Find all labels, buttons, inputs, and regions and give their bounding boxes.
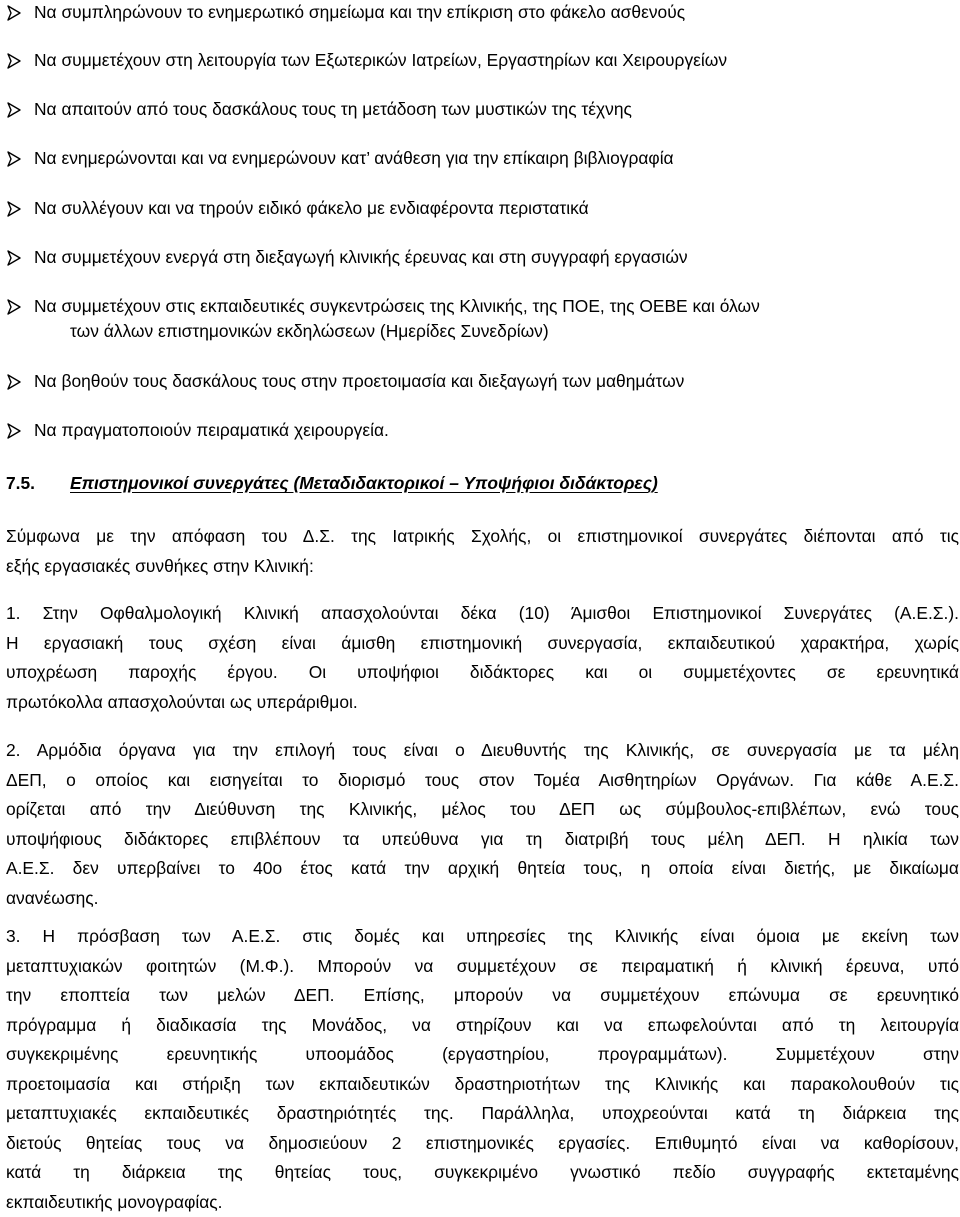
arrowhead-bullet-icon	[6, 250, 22, 266]
paragraph-line: πρόγραμμα ή διαδικασία της Μονάδος, να στηρίζουν και να επωφελούνται από τη λειτουργία	[6, 1011, 959, 1041]
paragraph-line: Σύμφωνα με την απόφαση του Δ.Σ. της Ιατρικής Σχολής, οι επιστημονικοί συνεργάτες διέπονται από τις	[6, 522, 959, 552]
list-item	[34, 196, 954, 221]
paragraph-line: διετούς θητείας τους να δημοσιεύουν 2 επιστημονικές εργασίες. Επιθυμητό είναι να καθορίσουν,	[6, 1129, 959, 1159]
list-item	[34, 0, 954, 25]
list-item	[34, 97, 954, 122]
paragraph-line: Α.Ε.Σ. δεν υπερβαίνει το 40ο έτος κατά την αρχική θητεία τους, η οποία είναι διετής, με δικαίωμα	[6, 854, 959, 884]
paragraph-line: υποψήφιους διδάκτορες επιβλέπουν τα υπεύθυνα για τη διατριβή τους μέλη ΔΕΠ. Η ηλικία των	[6, 825, 959, 855]
arrowhead-bullet-icon	[6, 53, 22, 69]
bullet-text: Να ενημερώνονται και να ενημερώνουν κατ’ ανάθεση για την επίκαιρη βιβλιογραφία	[34, 146, 954, 171]
arrowhead-bullet-icon	[6, 102, 22, 118]
section-heading	[6, 471, 658, 496]
list-item	[34, 369, 954, 394]
list-item	[34, 245, 954, 270]
arrowhead-bullet-icon	[6, 151, 22, 167]
paragraph-line: εξής εργασιακές συνθήκες στην Κλινική:	[6, 552, 959, 582]
paragraph-line: Η εργασιακή τους σχέση είναι άμισθη επιστημονική συνεργασία, εκπαιδευτικού χαρακτήρα, χωρίς	[6, 629, 959, 659]
list-item	[34, 418, 954, 443]
list-item	[34, 146, 954, 171]
paragraph-line: συγκεκριμένης ερευνητικής υποομάδος (εργαστηρίου, προγραμμάτων). Συμμετέχουν στην	[6, 1040, 959, 1070]
paragraph-line: υποχρέωση παροχής έργου. Οι υποψήφιοι διδάκτορες και οι συμμετέχοντες σε ερευνητικά	[6, 658, 959, 688]
list-item	[34, 294, 954, 319]
paragraph-line: την εποπτεία των μελών ΔΕΠ. Επίσης, μπορούν να συμμετέχουν επώνυμα σε ερευνητικό	[6, 981, 959, 1011]
arrowhead-bullet-icon	[6, 374, 22, 390]
list-item	[34, 48, 954, 73]
paragraph-line: κατά τη διάρκεια της θητείας τους, συγκεκριμένο γνωστικό πεδίο συγγραφής εκτεταμένης	[6, 1158, 959, 1188]
arrowhead-bullet-icon	[6, 299, 22, 315]
bullet-text: Να συμπληρώνουν το ενημερωτικό σημείωμα και την επίκριση στο φάκελο ασθενούς	[34, 0, 954, 25]
paragraph-line: μεταπτυχιακών φοιτητών (Μ.Φ.). Μπορούν να συμμετέχουν σε πειραματική ή κλινική έρευνα, υπό	[6, 952, 959, 982]
bullet-text: Να συμμετέχουν ενεργά στη διεξαγωγή κλινικής έρευνας και στη συγγραφή εργασιών	[34, 245, 954, 270]
arrowhead-bullet-icon	[6, 5, 22, 21]
paragraph-line: εκπαιδευτικής μονογραφίας.	[6, 1188, 959, 1217]
arrowhead-bullet-icon	[6, 423, 22, 439]
bullet-text: των άλλων επιστημονικών εκδηλώσεων (Ημερίδες Συνεδρίων)	[70, 319, 960, 344]
paragraph-line: ορίζεται από την Διεύθυνση της Κλινικής, μέλος του ΔΕΠ ως σύμβουλος-επιβλέπων, ενώ τους	[6, 795, 959, 825]
bullet-text: Να πραγματοποιούν πειραματικά χειρουργεία.	[34, 418, 954, 443]
numbered-item-3	[6, 922, 959, 1217]
intro-paragraph	[6, 522, 959, 581]
paragraph-line: ΔΕΠ, ο οποίος και εισηγείται το διορισμό τους στον Τομέα Αισθητηρίων Οργάνων. Για κάθε Α.Ε.Σ.	[6, 766, 959, 796]
paragraph-line: μεταπτυχιακές εκπαιδευτικές δραστηριότητές της. Παράλληλα, υποχρεούνται κατά τη διάρκεια της	[6, 1099, 959, 1129]
paragraph-line: 2. Αρμόδια όργανα για την επιλογή τους είναι ο Διευθυντής της Κλινικής, σε συνεργασία με τα μέλη	[6, 736, 959, 766]
bullet-text: Να βοηθούν τους δασκάλους τους στην προετοιμασία και διεξαγωγή των μαθημάτων	[34, 369, 954, 394]
paragraph-line: προετοιμασία και στήριξη των εκπαιδευτικών δραστηριοτήτων της Κλινικής και παρακολουθούν τις	[6, 1070, 959, 1100]
arrowhead-bullet-icon	[6, 201, 22, 217]
numbered-item-2	[6, 736, 959, 913]
section-number: 7.5.	[6, 471, 70, 496]
bullet-text: Να συμμετέχουν στη λειτουργία των Εξωτερικών Ιατρείων, Εργαστηρίων και Χειρουργείων	[34, 48, 954, 73]
paragraph-line: 3. Η πρόσβαση των Α.Ε.Σ. στις δομές και υπηρεσίες της Κλινικής είναι όμοια με εκείνη των	[6, 922, 959, 952]
bullet-text: Να απαιτούν από τους δασκάλους τους τη μετάδοση των μυστικών της τέχνης	[34, 97, 954, 122]
paragraph-line: ανανέωσης.	[6, 884, 959, 914]
paragraph-line: πρωτόκολλα απασχολούνται ως υπεράριθμοι.	[6, 688, 959, 718]
bullet-text: Να συμμετέχουν στις εκπαιδευτικές συγκεντρώσεις της Κλινικής, της ΠΟΕ, της ΟΕΒΕ και όλων	[34, 294, 954, 319]
paragraph-line: 1. Στην Οφθαλμολογική Κλινική απασχολούνται δέκα (10) Άμισθοι Επιστημονικοί Συνεργάτες (Α.Ε.Σ.).	[6, 599, 959, 629]
list-item-continuation	[70, 319, 960, 344]
section-title: Επιστημονικοί συνεργάτες (Μεταδιδακτορικοί – Υποψήφιοι διδάκτορες)	[70, 473, 658, 493]
bullet-text: Να συλλέγουν και να τηρούν ειδικό φάκελο με ενδιαφέροντα περιστατικά	[34, 196, 954, 221]
numbered-item-1	[6, 599, 959, 717]
